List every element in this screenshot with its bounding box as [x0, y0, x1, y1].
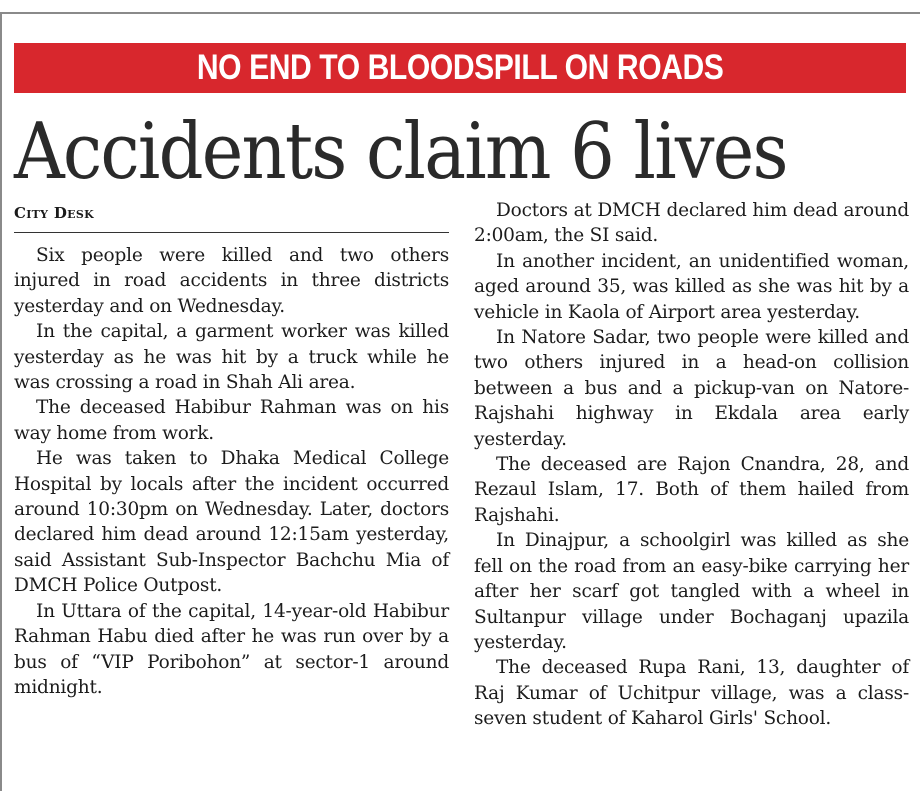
paragraph: Six people were killed and two others injured in road accidents in three districts yesterday and on Wednesday.: [14, 245, 449, 317]
paragraph: He was taken to Dhaka Medical College Hospital by locals after the incident occurred around 10:30pm on Wednesday. Later, doctors declared him dead around 12:15am yesterday, said Assistant Sub-Inspector Bachchu Mia of DMCH Police Outpost.: [14, 448, 449, 597]
top-border-rule: [0, 12, 920, 14]
paragraph: In Dinajpur, a schoolgirl was killed as she fell on the road from an easy-bike carrying her after her scarf got tangled with a wheel in Sultanpur village under Bochaganj upazila yesterday.: [474, 530, 909, 653]
byline-rule: [14, 232, 449, 233]
kicker-text: NO END TO BLOODSPILL ON ROADS: [196, 48, 724, 87]
paragraph: Doctors at DMCH declared him dead around 2:00am, the SI said.: [474, 200, 909, 247]
article-column-left: [14, 243, 449, 700]
paragraph: In Natore Sadar, two people were killed and two others injured in a head-on collision between a bus and a pickup-van on Natore-Rajshahi highway in Ekdala area early yesterday.: [474, 327, 909, 450]
left-border-rule: [0, 12, 2, 791]
paragraph: In another incident, an unidentified woman, aged around 35, was killed as she was hit by a vehicle in Kaola of Airport area yesterday.: [474, 250, 909, 323]
byline: City Desk: [14, 204, 94, 222]
paragraph: The deceased Rupa Rani, 13, daughter of Raj Kumar of Uchitpur village, was a class-seven student of Kaharol Girls' School.: [474, 657, 909, 730]
headline: [14, 104, 914, 200]
paragraph: The deceased are Rajon Cnandra, 28, and Rezaul Islam, 17. Both of them hailed from Rajshahi.: [474, 454, 909, 526]
paragraph: The deceased Habibur Rahman was on his way home from work.: [14, 397, 449, 444]
kicker-banner: [14, 43, 906, 93]
paragraph: In the capital, a garment worker was killed yesterday as he was hit by a truck while he was crossing a road in Shah Ali area.: [14, 321, 449, 394]
article-column-right: [474, 198, 909, 732]
headline-text: Accidents claim 6 lives: [14, 107, 787, 197]
paragraph: In Uttara of the capital, 14-year-old Habibur Rahman Habu died after he was run over by a bus of “VIP Poribohon” at sector-1 around midnight.: [14, 600, 449, 698]
